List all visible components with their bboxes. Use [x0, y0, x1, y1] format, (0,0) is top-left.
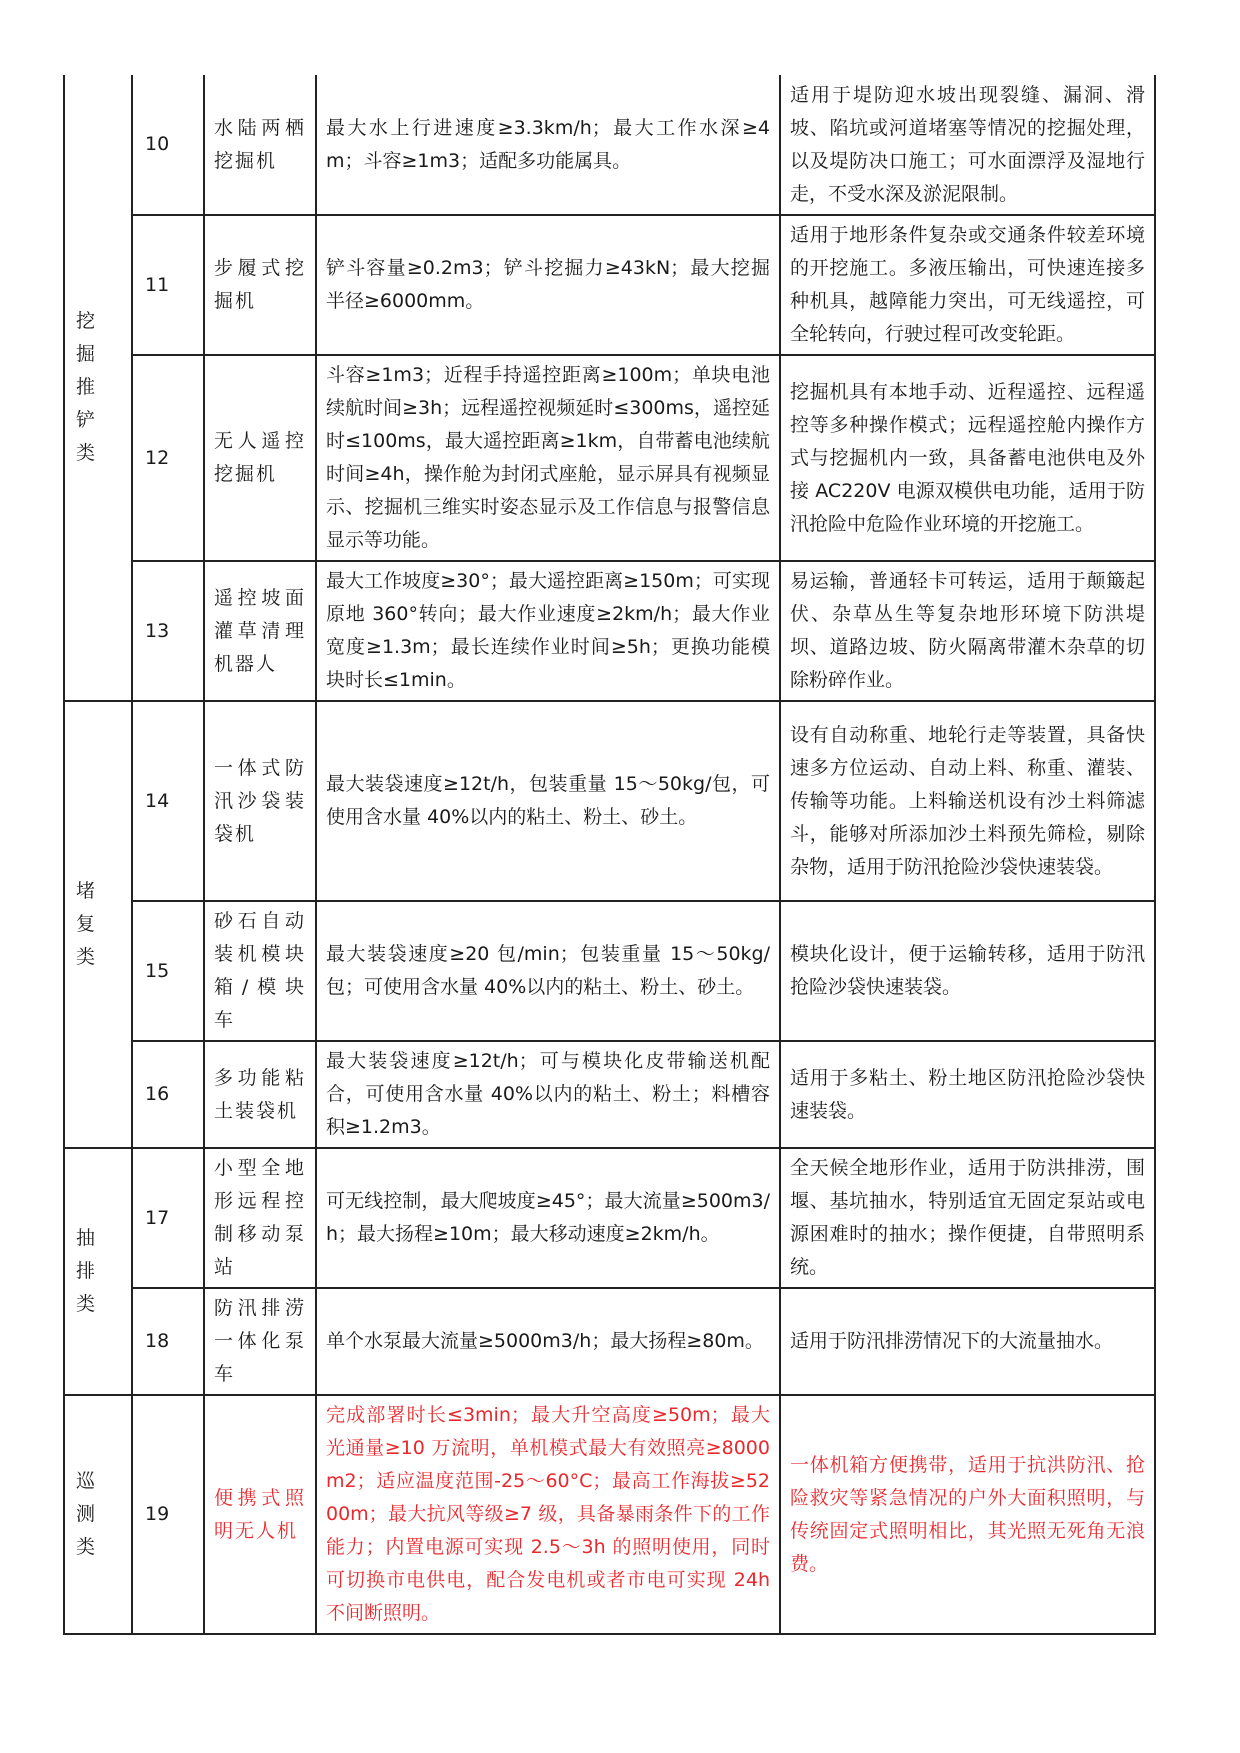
equipment-spec: 铲斗容量≥0.2m3；铲斗挖掘力≥43kN；最大挖掘半径≥6000mm。 [316, 215, 780, 355]
equipment-spec: 最大装袋速度≥12t/h，包装重量 15～50kg/包，可使用含水量 40%以内的粘土、粉土、砂土。 [316, 701, 780, 901]
equipment-spec: 最大装袋速度≥20 包/min；包装重量 15～50kg/包；可使用含水量 40%以内的粘土、粉土、砂土。 [316, 901, 780, 1041]
row-number: 14 [132, 701, 204, 901]
equipment-description: 设有自动称重、地轮行走等装置，具备快速多方位运动、自动上料、称重、灌装、传输等功能。上料输送机设有沙土料筛滤斗，能够对所添加沙土料预先筛检，剔除杂物，适用于防汛抢险沙袋快速装袋。 [780, 701, 1155, 901]
equipment-name: 防汛排涝一体化泵车 [204, 1288, 316, 1395]
table-row [64, 901, 1155, 1041]
row-number: 19 [132, 1395, 204, 1634]
equipment-description: 适用于多粘土、粉土地区防汛抢险沙袋快速装袋。 [780, 1041, 1155, 1148]
category-label: 挖掘推铲类 [76, 310, 100, 464]
equipment-table [63, 75, 1156, 1635]
equipment-spec: 最大装袋速度≥12t/h；可与模块化皮带输送机配合，可使用含水量 40%以内的粘土、粉土；料槽容积≥1.2m3。 [316, 1041, 780, 1148]
category-cell [64, 1148, 132, 1395]
table-row [64, 1395, 1155, 1634]
equipment-name: 多功能粘土装袋机 [204, 1041, 316, 1148]
table-row [64, 701, 1155, 901]
equipment-spec: 完成部署时长≤3min；最大升空高度≥50m；最大光通量≥10 万流明，单机模式最大有效照亮≥8000m2；适应温度范围-25～60°C；最高工作海拔≥5200m；最大抗风等级≥7 级，具备暴雨条件下的工作能力；内置电源可实现 2.5～3h 的照明使用，同时可切换市电供电，配合发电机或者市电可实现 24h 不间断照明。 [316, 1395, 780, 1634]
row-number: 10 [132, 75, 204, 215]
category-label: 巡测类 [76, 1470, 100, 1558]
equipment-spec: 最大工作坡度≥30°；最大遥控距离≥150m；可实现原地 360°转向；最大作业速度≥2km/h；最大作业宽度≥1.3m；最长连续作业时间≥5h；更换功能模块时长≤1min。 [316, 561, 780, 701]
equipment-description: 易运输，普通轻卡可转运，适用于颠簸起伏、杂草丛生等复杂地形环境下防洪堤坝、道路边坡、防火隔离带灌木杂草的切除粉碎作业。 [780, 561, 1155, 701]
equipment-description: 一体机箱方便携带，适用于抗洪防汛、抢险救灾等紧急情况的户外大面积照明，与传统固定式照明相比，其光照无死角无浪费。 [780, 1395, 1155, 1634]
row-number: 13 [132, 561, 204, 701]
category-cell [64, 1395, 132, 1634]
table-row [64, 75, 1155, 215]
category-cell [64, 75, 132, 701]
table-row [64, 561, 1155, 701]
table-row [64, 355, 1155, 561]
equipment-description: 模块化设计，便于运输转移，适用于防汛抢险沙袋快速装袋。 [780, 901, 1155, 1041]
equipment-spec: 斗容≥1m3；近程手持遥控距离≥100m；单块电池续航时间≥3h；远程遥控视频延时≤300ms，遥控延时≤100ms，最大遥控距离≥1km，自带蓄电池续航时间≥4h，操作舱为封闭式座舱，显示屏具有视频显示、挖掘机三维实时姿态显示及工作信息与报警信息显示等功能。 [316, 355, 780, 561]
equipment-name: 遥控坡面灌草清理机器人 [204, 561, 316, 701]
row-number: 12 [132, 355, 204, 561]
row-number: 17 [132, 1148, 204, 1288]
equipment-description: 适用于防汛排涝情况下的大流量抽水。 [780, 1288, 1155, 1395]
equipment-name: 小型全地形远程控制移动泵站 [204, 1148, 316, 1288]
table-row [64, 1041, 1155, 1148]
equipment-name: 一体式防汛沙袋装袋机 [204, 701, 316, 901]
category-label: 堵复类 [76, 880, 100, 968]
table-row [64, 1148, 1155, 1288]
equipment-name: 便携式照明无人机 [204, 1395, 316, 1634]
row-number: 11 [132, 215, 204, 355]
equipment-name: 无人遥控挖掘机 [204, 355, 316, 561]
equipment-description: 挖掘机具有本地手动、近程遥控、远程遥控等多种操作模式；远程遥控舱内操作方式与挖掘机内一致，具备蓄电池供电及外接 AC220V 电源双模供电功能，适用于防汛抢险中危险作业环境的开挖施工。 [780, 355, 1155, 561]
table-row [64, 215, 1155, 355]
equipment-name: 水陆两栖挖掘机 [204, 75, 316, 215]
equipment-description: 全天候全地形作业，适用于防洪排涝，围堰、基坑抽水，特别适宜无固定泵站或电源困难时的抽水；操作便捷，自带照明系统。 [780, 1148, 1155, 1288]
table-row [64, 1288, 1155, 1395]
category-label: 抽排类 [76, 1227, 100, 1315]
equipment-description: 适用于堤防迎水坡出现裂缝、漏洞、滑坡、陷坑或河道堵塞等情况的挖掘处理，以及堤防决口施工；可水面漂浮及湿地行走，不受水深及淤泥限制。 [780, 75, 1155, 215]
equipment-name: 砂石自动装机模块箱/模块车 [204, 901, 316, 1041]
equipment-name: 步履式挖掘机 [204, 215, 316, 355]
equipment-spec: 单个水泵最大流量≥5000m3/h；最大扬程≥80m。 [316, 1288, 780, 1395]
row-number: 18 [132, 1288, 204, 1395]
category-cell [64, 701, 132, 1148]
equipment-spec: 可无线控制，最大爬坡度≥45°；最大流量≥500m3/h；最大扬程≥10m；最大移动速度≥2km/h。 [316, 1148, 780, 1288]
equipment-description: 适用于地形条件复杂或交通条件较差环境的开挖施工。多液压输出，可快速连接多种机具，越障能力突出，可无线遥控，可全轮转向，行驶过程可改变轮距。 [780, 215, 1155, 355]
equipment-spec: 最大水上行进速度≥3.3km/h；最大工作水深≥4m；斗容≥1m3；适配多功能属具。 [316, 75, 780, 215]
row-number: 16 [132, 1041, 204, 1148]
row-number: 15 [132, 901, 204, 1041]
